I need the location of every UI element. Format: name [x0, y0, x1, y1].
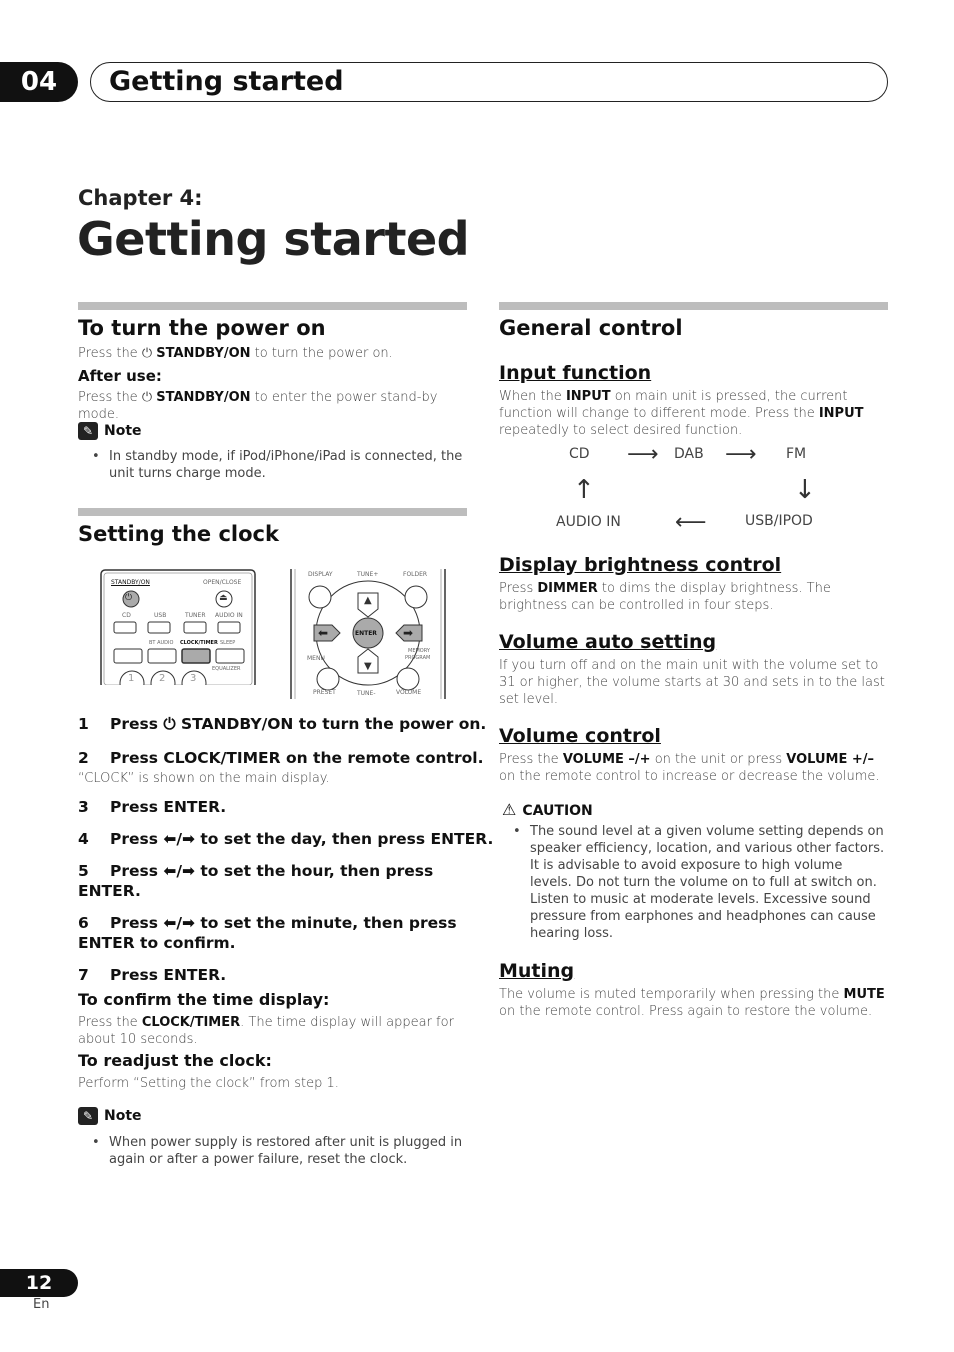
remote-program-label: PROGRAM	[405, 655, 431, 661]
remote-tune-plus-label: TUNE+	[357, 571, 379, 578]
section-rule	[499, 302, 888, 310]
step-7: 7 Press ENTER.	[78, 966, 227, 984]
arrow-right-icon: ➡	[403, 626, 414, 640]
volume-auto-text: If you turn off and on the main unit with the volume set to 31 or higher, the volume starts at 30 and sets in to the last set level.	[499, 658, 885, 707]
step-4: 4 Press ⬅/➡ to set the day, then press ENTER.	[78, 830, 494, 848]
step-2-sub: “CLOCK” is shown on the main display.	[78, 771, 330, 786]
after-use-heading: After use:	[78, 367, 162, 385]
confirm-heading: To confirm the time display:	[78, 990, 330, 1009]
power-text-2: Press the ⏻ STANDBY/ON to enter the power stand-by mode.	[78, 390, 438, 422]
readjust-heading: To readjust the clock:	[78, 1051, 272, 1070]
confirm-text: Press the CLOCK/TIMER. The time display will appear for about 10 seconds.	[78, 1015, 454, 1047]
readjust-text: Perform “Setting the clock” from step 1.	[78, 1076, 339, 1091]
sleep-label: SLEEP	[220, 640, 236, 646]
standby-button-icon: ⏻	[125, 593, 133, 603]
eject-icon: ⏏	[219, 593, 228, 603]
muting-heading: Muting	[499, 960, 575, 982]
arrow-up-icon: ↑	[573, 475, 595, 505]
remote-folder-label: FOLDER	[403, 571, 428, 578]
arrow-left-icon: ⟵	[675, 510, 707, 535]
clock-timer-label: CLOCK/TIMER	[180, 640, 218, 646]
header-title: Getting started	[109, 66, 344, 97]
volume-control-text: Press the VOLUME –/+ on the unit or press VOLUME +/– on the remote control to increase or decrease the volume.	[499, 752, 880, 784]
tuner-label: TUNER	[185, 612, 206, 619]
arrow-down-icon: ▼	[364, 661, 372, 672]
input-function-heading: Input function	[499, 362, 652, 384]
header-bar	[90, 62, 888, 102]
remote-menu-label: MENU	[307, 655, 325, 662]
step-6: 6 Press ⬅/➡ to set the minute, then press ENTER to confirm.	[78, 914, 457, 952]
language-label: En	[33, 1297, 50, 1312]
caution-header: ⚠ CAUTION	[502, 800, 593, 819]
remote-display-label: DISPLAY	[308, 571, 333, 578]
pencil-icon: ✎	[78, 422, 98, 440]
diagram-dab: DAB	[674, 446, 704, 462]
num-1-label: 1	[128, 673, 135, 684]
diagram-cd: CD	[569, 446, 590, 462]
muting-text: The volume is muted temporarily when pressing the MUTE on the remote control. Press again to restore the volume.	[499, 987, 885, 1019]
audio-in-label: AUDIO IN	[215, 612, 243, 619]
remote-preset-label: PRESET	[313, 689, 336, 696]
general-control-heading: General control	[499, 316, 683, 340]
main-unit-illustration	[100, 569, 256, 685]
note-header: ✎ Note	[78, 1107, 142, 1125]
section-rule	[78, 508, 467, 516]
arrow-right-icon: ⟶	[725, 442, 757, 467]
arrow-left-icon: ⬅	[318, 626, 329, 640]
power-heading: To turn the power on	[78, 316, 326, 340]
arrow-right-icon: ⟶	[627, 442, 659, 467]
clock-heading: Setting the clock	[78, 522, 279, 546]
section-rule	[78, 302, 467, 310]
diagram-usb-ipod: USB/IPOD	[745, 513, 813, 529]
step-1: 1 Press ⏻ STANDBY/ON to turn the power on.	[78, 715, 487, 733]
remote-volume-label: VOLUME	[396, 689, 422, 696]
display-brightness-text: Press DIMMER to dims the display brightness. The brightness can be controlled in four steps.	[499, 581, 831, 613]
warning-icon: ⚠	[502, 800, 517, 819]
step-2: 2 Press CLOCK/TIMER on the remote control.	[78, 749, 484, 767]
volume-control-heading: Volume control	[499, 725, 661, 747]
note-bullet: • In standby mode, if iPod/iPhone/iPad is connected, the unit turns charge mode.	[92, 449, 463, 481]
power-text-1: Press the ⏻ STANDBY/ON to turn the power on.	[78, 346, 393, 361]
page-title: Getting started	[77, 212, 470, 266]
volume-auto-heading: Volume auto setting	[499, 631, 717, 653]
power-icon: ⏻	[141, 390, 153, 405]
power-icon: ⏻	[141, 346, 153, 361]
arrow-down-icon: ↓	[794, 475, 816, 505]
display-brightness-heading: Display brightness control	[499, 554, 782, 576]
remote-illustration	[290, 569, 446, 699]
arrow-up-icon: ▲	[364, 595, 372, 606]
caution-bullet: • The sound level at a given volume setting depends on speaker efficiency, location, and various other factors. It is advisable to avoid exposure to high volume levels. Do not turn the volume on to full at switch on. Listen to music at moderate levels. Excessive sound pressure from earphones and headphones can cause hearing loss.	[513, 824, 885, 941]
step-5: 5 Press ⬅/➡ to set the hour, then press ENTER.	[78, 862, 434, 900]
num-2-label: 2	[159, 673, 166, 684]
standby-label: STANDBY/ON	[111, 579, 150, 586]
note-bullet: • When power supply is restored after unit is plugged in again or after a power failure, reset the clock.	[92, 1135, 463, 1167]
pencil-icon: ✎	[78, 1107, 98, 1125]
diagram-fm: FM	[786, 446, 807, 462]
page-number: 12	[0, 1269, 78, 1297]
equalizer-label: EQUALIZER	[212, 666, 241, 672]
chapter-label: Chapter 4:	[78, 186, 203, 210]
remote-enter-label: ENTER	[355, 630, 377, 637]
bt-audio-label: BT AUDIO	[149, 640, 174, 646]
input-cycle-diagram	[499, 440, 888, 540]
num-3-label: 3	[190, 673, 197, 684]
diagram-audio-in: AUDIO IN	[556, 514, 621, 530]
usb-label: USB	[154, 612, 167, 619]
input-function-text: When the INPUT on main unit is pressed, the current function will change to different mode. Press the INPUT repeatedly to select desired function.	[499, 389, 864, 438]
note-header: ✎ Note	[78, 422, 142, 440]
step-3: 3 Press ENTER.	[78, 798, 227, 816]
open-close-label: OPEN/CLOSE	[203, 579, 242, 586]
remote-memory-label: MEMORY	[408, 648, 430, 654]
chapter-number-tab: 04	[0, 62, 78, 102]
remote-tune-minus-label: TUNE-	[357, 690, 376, 697]
cd-label: CD	[122, 612, 131, 619]
